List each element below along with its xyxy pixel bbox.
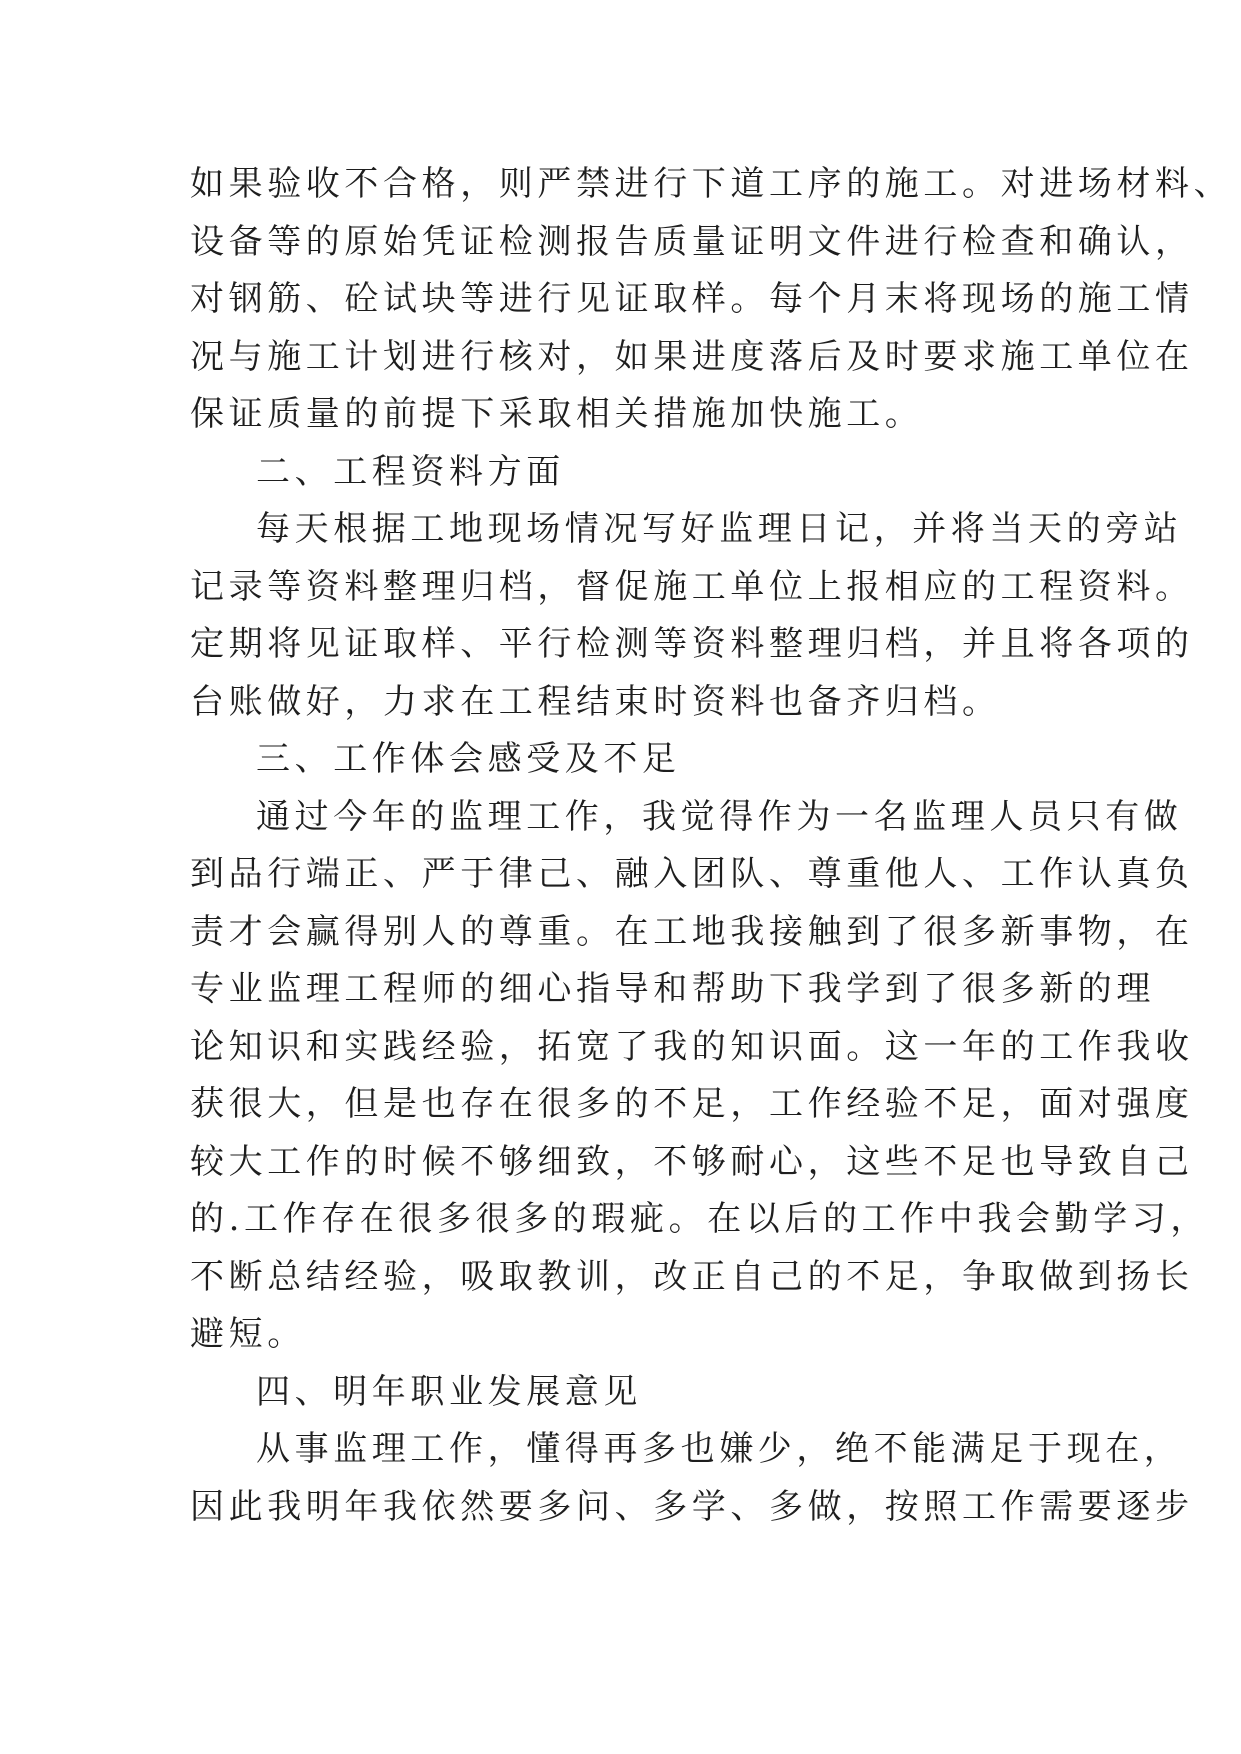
- paragraph-line: 从事监理工作，懂得再多也嫌少，绝不能满足于现在，: [256, 1429, 1183, 1469]
- paragraph-line: 设备等的原始凭证检测报告质量证明文件进行检查和确认，: [190, 221, 1194, 262]
- section-heading: 三、工作体会感受及不足: [256, 739, 681, 779]
- paragraph-line: 论知识和实践经验，拓宽了我的知识面。这一年的工作我收: [190, 1026, 1194, 1067]
- paragraph-line: 对钢筋、砼试块等进行见证取样。每个月末将现场的施工情: [190, 279, 1194, 319]
- paragraph-line: 专业监理工程师的细心指导和帮助下我学到了很多新的理: [190, 969, 1155, 1009]
- paragraph-line: 不断总结经验，吸取教训，改正自己的不足，争取做到扬长: [190, 1256, 1194, 1297]
- paragraph-line: 获很大，但是也存在很多的不足，工作经验不足，面对强度: [190, 1084, 1194, 1124]
- paragraph-line: 台账做好，力求在工程结束时资料也备齐归档。: [190, 681, 1001, 722]
- paragraph-line: 较大工作的时候不够细致，不够耐心，这些不足也导致自己: [190, 1141, 1194, 1182]
- paragraph-line: 记录等资料整理归档，督促施工单位上报相应的工程资料。: [190, 566, 1194, 607]
- section-heading: 二、工程资料方面: [256, 451, 565, 492]
- document-body: [190, 156, 1233, 1536]
- paragraph-line: 避短。: [190, 1314, 306, 1354]
- section-heading: 四、明年职业发展意见: [256, 1371, 642, 1412]
- paragraph-line: 每天根据工地现场情况写好监理日记，并将当天的旁站: [256, 509, 1183, 549]
- paragraph-line: 况与施工计划进行核对，如果进度落后及时要求施工单位在: [190, 336, 1194, 377]
- paragraph-line: 如果验收不合格，则严禁进行下道工序的施工。对进场材料、: [190, 164, 1233, 204]
- paragraph-line: 定期将见证取样、平行检测等资料整理归档，并且将各项的: [190, 624, 1194, 664]
- paragraph-line: 保证质量的前提下采取相关措施加快施工。: [190, 394, 924, 434]
- paragraph-line: 通过今年的监理工作，我觉得作为一名监理人员只有做: [256, 796, 1183, 837]
- paragraph-line: 的.工作存在很多很多的瑕疵。在以后的工作中我会勤学习，: [190, 1199, 1210, 1239]
- paragraph-line: 责才会赢得别人的尊重。在工地我接触到了很多新事物，在: [190, 911, 1194, 952]
- paragraph-line: 因此我明年我依然要多问、多学、多做，按照工作需要逐步: [190, 1486, 1194, 1527]
- paragraph-line: 到品行端正、严于律己、融入团队、尊重他人、工作认真负: [190, 854, 1194, 894]
